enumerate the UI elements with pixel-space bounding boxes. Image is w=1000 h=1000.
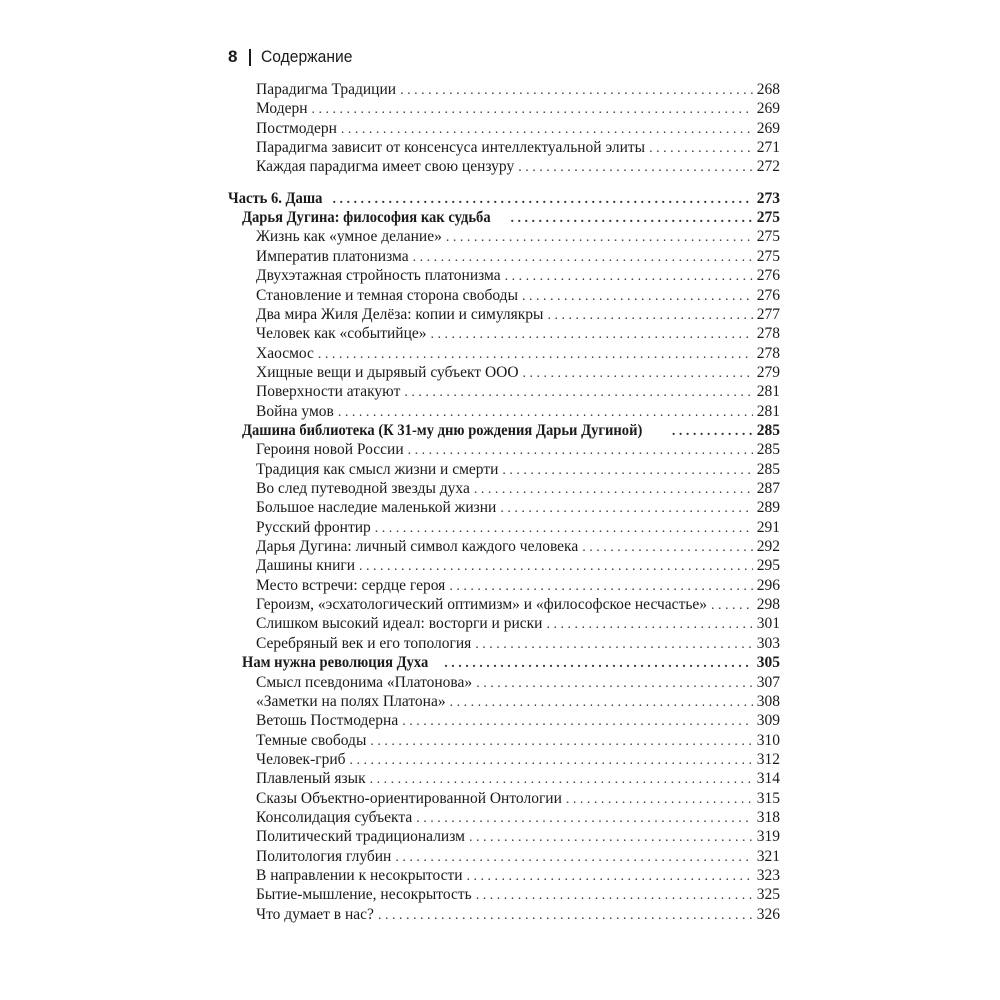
toc-entry-title: В направлении к несокрытости (256, 867, 463, 884)
toc-entry (256, 363, 780, 383)
toc-entry-page: 269 (756, 119, 780, 137)
toc-entry-page: 285 (756, 441, 780, 459)
toc-entry-title: Парадигма зависит от консенсуса интеллектуальной элиты (256, 139, 646, 157)
toc-entry-page: 268 (756, 81, 780, 98)
toc-entry (256, 518, 780, 538)
toc-entry (256, 673, 780, 693)
toc-entry-page: 321 (756, 847, 780, 865)
toc-entry-title: Большое наследие маленькой жизни (256, 499, 497, 517)
dot-leader (402, 712, 753, 732)
toc-entry-page: 276 (756, 286, 780, 304)
toc-entry-title: Ветошь Постмодерна (256, 712, 399, 730)
toc-entry (256, 576, 780, 596)
toc-entry-title: Сказы Объектно-ориентированной Онтологии (256, 789, 562, 807)
dot-leader (338, 403, 753, 423)
toc-entry (256, 750, 780, 770)
dot-leader (408, 441, 753, 461)
toc-entry (256, 885, 780, 905)
toc-entry-title: Парадигма Традиции (256, 81, 397, 98)
dot-leader (469, 828, 753, 848)
toc-entry-page: 269 (756, 100, 780, 118)
toc-entry-title: Хищные вещи и дырявый субъект ООО (256, 363, 519, 381)
toc-entry-page: 291 (756, 518, 780, 536)
toc-entry-title: Дашина библиотека (К 31-му дню рождения Дарьи Дугиной) (242, 421, 643, 439)
toc-entry-page: 296 (756, 576, 780, 594)
toc-entry-title: Плавленый язык (256, 770, 366, 788)
toc-entry-page: 275 (756, 247, 780, 265)
dot-leader (546, 615, 752, 635)
dot-leader (500, 499, 752, 519)
toc-entry-title: Политический традиционализм (256, 828, 465, 846)
toc-entry (256, 692, 780, 712)
toc-entry-title: «Заметки на полях Платона» (256, 692, 446, 710)
dot-leader (502, 461, 752, 481)
dot-leader (510, 209, 752, 229)
toc-entry (256, 305, 780, 325)
toc-entry (256, 498, 780, 518)
toc-entry-page: 314 (756, 770, 780, 788)
toc-entry (256, 866, 780, 886)
dot-leader (505, 267, 753, 287)
dot-leader (476, 674, 753, 694)
toc-entry (256, 634, 780, 654)
toc-entry (256, 402, 780, 422)
toc-part (228, 189, 780, 209)
toc-entry-title: Героиня новой России (256, 441, 404, 459)
toc-entry (256, 460, 780, 480)
toc-entry-title: Бытие-мышление, несокрытость (256, 886, 472, 904)
toc-entry (256, 789, 780, 809)
toc-entry-page: 273 (756, 189, 780, 207)
toc-entry (256, 847, 780, 867)
toc-entry (256, 382, 780, 402)
toc-entry-page: 309 (756, 712, 780, 730)
dot-leader (711, 596, 753, 616)
toc-entry-page: 315 (756, 789, 780, 807)
toc-entry-page: 276 (756, 267, 780, 285)
toc-entry-page: 287 (756, 480, 780, 497)
dot-leader (350, 751, 753, 771)
toc-entry-page: 301 (756, 615, 780, 633)
dot-leader (446, 228, 753, 248)
toc-entry-page: 305 (756, 654, 780, 672)
toc-entry-title: Серебряный век и его топология (256, 634, 472, 652)
toc-entry-title: Дашины книги (256, 557, 356, 575)
toc-entry-page: 275 (756, 209, 780, 227)
dot-leader (444, 654, 753, 674)
dot-leader (400, 81, 753, 101)
toc-chapter (242, 421, 780, 441)
toc-entry-title: Жизнь как «умное делание» (256, 228, 442, 246)
toc-entry-title: Часть 6. Даша (228, 189, 323, 207)
dot-leader (370, 732, 752, 752)
toc-entry-title: Императив платонизма (256, 247, 409, 265)
dot-leader (416, 809, 753, 829)
toc-entry-title: Модерн (256, 100, 308, 118)
dot-leader (566, 790, 753, 810)
dot-leader (413, 248, 753, 268)
dot-leader (476, 886, 753, 906)
toc-entry-page: 281 (756, 383, 780, 401)
toc-entry-page: 323 (756, 867, 780, 884)
dot-leader (370, 770, 753, 790)
toc-entry-page: 277 (756, 305, 780, 323)
toc-entry-page: 292 (756, 538, 780, 556)
toc-entry-page: 278 (756, 344, 780, 362)
page-number: 8 (228, 47, 238, 66)
toc-entry-page: 325 (756, 886, 780, 904)
toc-entry (256, 595, 780, 615)
toc-entry-title: Героизм, «эсхатологический оптимизм» и «философское несчастье» (256, 596, 708, 614)
dot-leader (318, 345, 753, 365)
toc-entry (256, 808, 780, 828)
toc-entry-title: Постмодерн (256, 119, 337, 137)
toc-entry-title: Темные свободы (256, 731, 367, 749)
toc-entry (256, 99, 780, 119)
toc-entry-title: Война умов (256, 402, 334, 420)
dot-leader (450, 693, 753, 713)
toc-entry-title: Консолидация субъекта (256, 808, 413, 826)
toc-entry (256, 80, 780, 100)
dot-leader (547, 306, 752, 326)
dot-leader (378, 906, 753, 926)
toc-entry-page: 279 (756, 363, 780, 381)
toc-entry (256, 266, 780, 286)
toc-entry-page: 310 (756, 731, 780, 749)
toc-entry-page: 289 (756, 499, 780, 517)
dot-leader (523, 364, 753, 384)
toc-entry (256, 286, 780, 306)
toc-entry-title: Политология глубин (256, 847, 392, 865)
toc-entry-title: Русский фронтир (256, 518, 371, 536)
toc-entry-title: Поверхности атакуют (256, 383, 401, 401)
toc-entry-title: Человек как «событийце» (256, 325, 427, 343)
toc-entry-title: Хаосмос (256, 344, 314, 362)
toc-entry-title: Смысл псевдонима «Платонова» (256, 673, 473, 691)
dot-leader (475, 635, 752, 655)
dot-leader (312, 100, 753, 120)
toc-entry-page: 271 (756, 139, 780, 157)
dot-leader (672, 422, 753, 442)
dot-leader (522, 287, 753, 307)
toc-entry-page: 281 (756, 402, 780, 420)
toc-entry-title: Дарья Дугина: личный символ каждого человека (256, 538, 579, 556)
toc-entry (256, 440, 780, 460)
dot-leader (404, 383, 752, 403)
page-title: Содержание (261, 47, 353, 66)
toc-chapter (242, 208, 780, 228)
toc-entry-page: 278 (756, 325, 780, 343)
toc-entry-title: Два мира Жиля Делёза: копии и симулякры (256, 305, 544, 323)
toc-entry-page: 285 (756, 421, 780, 439)
toc-entry (256, 711, 780, 731)
dot-leader (449, 577, 752, 597)
toc-entry-title: Во след путеводной звезды духа (256, 480, 470, 497)
toc-entry-title: Нам нужна революция Духа (242, 654, 429, 672)
toc-entry (256, 556, 780, 576)
toc-entry-page: 303 (756, 634, 780, 652)
toc-entry-page: 298 (756, 596, 780, 614)
toc-entry (256, 827, 780, 847)
toc-entry (256, 614, 780, 634)
toc-entry-title: Дарья Дугина: философия как судьба (242, 209, 491, 227)
dot-leader (359, 557, 753, 577)
toc-entry-title: Человек-гриб (256, 750, 346, 768)
toc-entry (256, 157, 780, 177)
dot-leader (582, 538, 753, 558)
dot-leader (341, 120, 753, 140)
toc-entry (256, 324, 780, 344)
toc-entry-title: Слишком высокий идеал: восторги и риски (256, 615, 543, 633)
toc-entry-title: Традиция как смысл жизни и смерти (256, 460, 499, 478)
toc-entry-page: 275 (756, 228, 780, 246)
toc-entry-title: Что думает в нас? (256, 905, 374, 923)
dot-leader (395, 848, 752, 868)
toc-entry-page: 318 (756, 808, 780, 826)
toc-entry-title: Становление и темная сторона свободы (256, 286, 518, 304)
toc-entry-title: Место встречи: сердце героя (256, 576, 446, 594)
toc-entry (256, 537, 780, 557)
dot-leader (467, 867, 753, 887)
toc-entry-title: Двухэтажная стройность платонизма (256, 267, 501, 285)
toc-entry (256, 119, 780, 139)
dot-leader (649, 139, 753, 159)
toc-entry (256, 769, 780, 789)
toc-entry (256, 344, 780, 364)
toc-entry-page: 312 (756, 750, 780, 768)
toc-entry-page: 308 (756, 692, 780, 710)
toc-chapter (242, 653, 780, 673)
toc-entry (256, 905, 780, 925)
toc-entry (256, 138, 780, 158)
toc-entry (256, 731, 780, 751)
toc-entry-page: 326 (756, 905, 780, 923)
toc-entry-page: 295 (756, 557, 780, 575)
toc-entry-title: Каждая парадигма имеет свою цензуру (256, 158, 515, 176)
toc-entry-page: 285 (756, 460, 780, 478)
dot-leader (474, 480, 753, 500)
dot-leader (518, 158, 753, 178)
toc-entry-page: 319 (756, 828, 780, 846)
dot-leader (431, 325, 753, 345)
toc-entry (256, 227, 780, 247)
toc-entry (256, 247, 780, 267)
toc-entry-page: 307 (756, 673, 780, 691)
dot-leader (375, 519, 753, 539)
dot-leader (332, 190, 752, 210)
toc-entry (256, 479, 780, 499)
toc-entry-page: 272 (756, 158, 780, 176)
